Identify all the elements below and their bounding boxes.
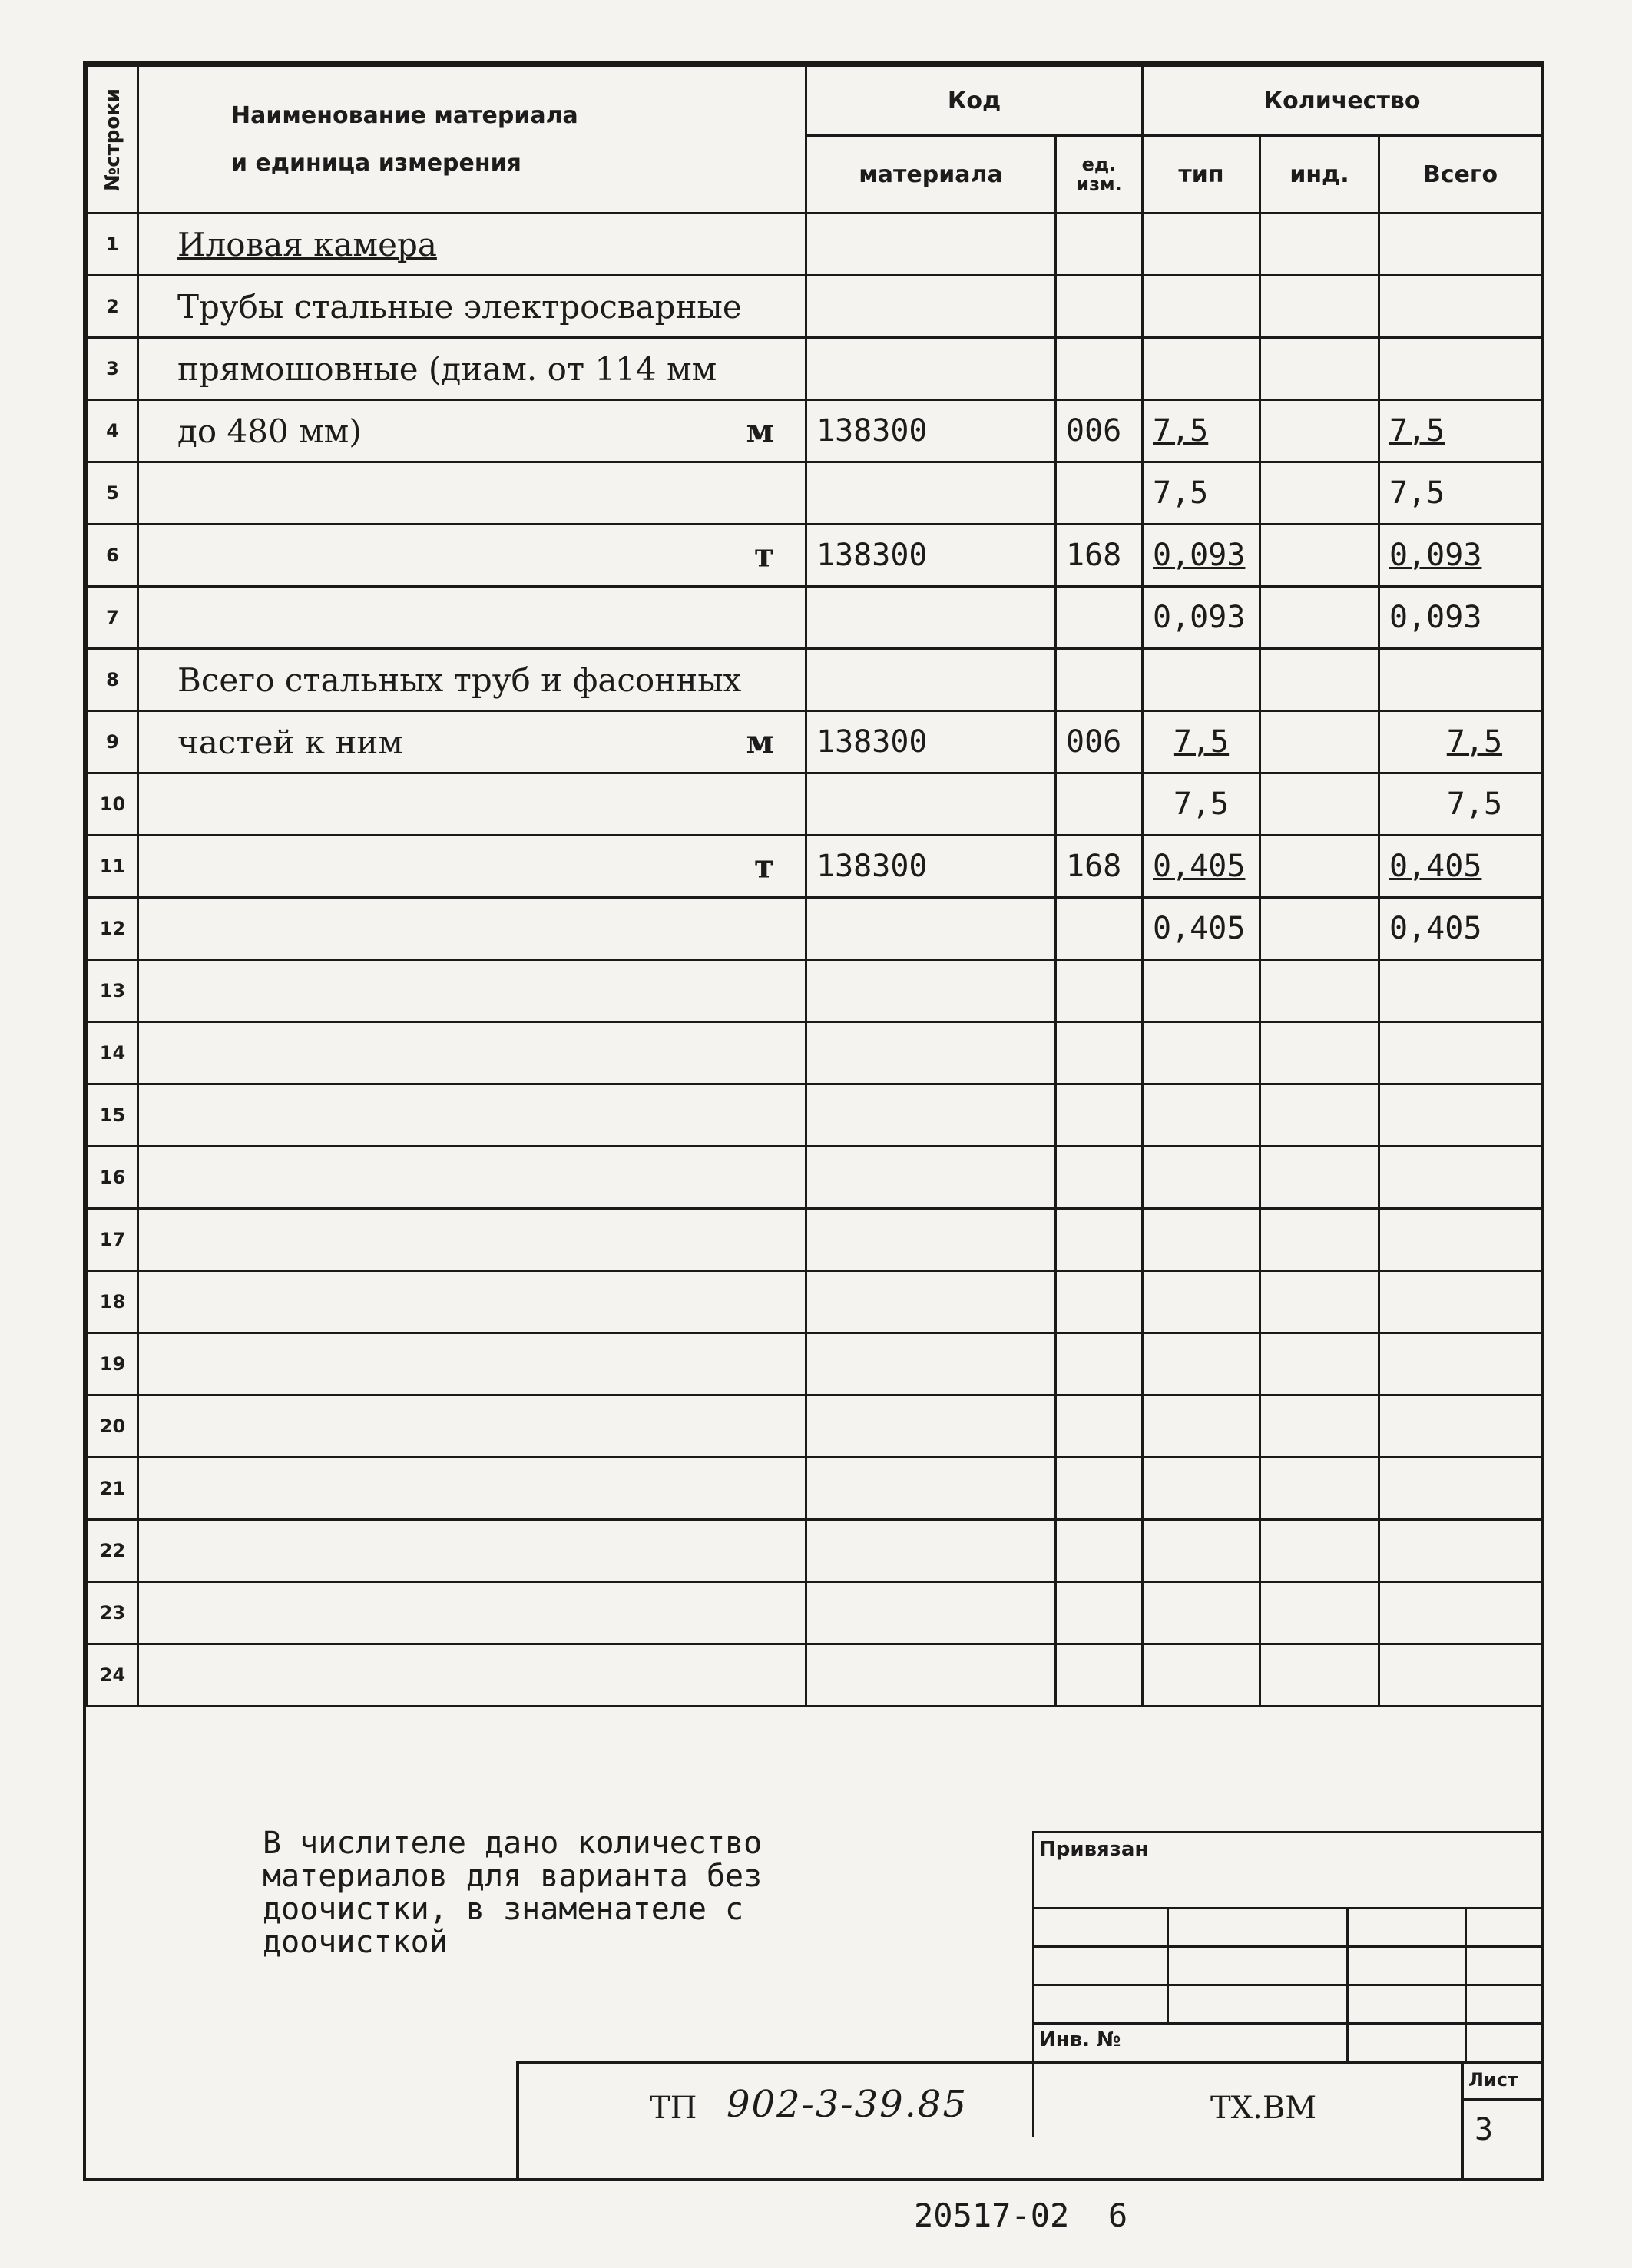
material-code (806, 587, 1056, 649)
row-number-text: 4 (106, 420, 119, 442)
qty-type (1143, 1147, 1260, 1209)
qty-type (1143, 400, 1260, 462)
qty-type (1143, 960, 1260, 1022)
row-number (88, 898, 138, 960)
table-body (88, 214, 1542, 1707)
material-name (138, 276, 806, 338)
qty-type-text: 0,093 (1153, 538, 1246, 573)
row-number (88, 1209, 138, 1271)
table-row (88, 898, 1542, 960)
qty-type (1143, 1271, 1260, 1333)
qty-ind (1260, 1333, 1379, 1396)
table-row (88, 525, 1542, 587)
unit-code-text: 006 (1066, 724, 1122, 760)
material-name (138, 711, 806, 773)
qty-ind (1260, 1520, 1379, 1582)
qty-type-text: 7,5 (1153, 413, 1209, 449)
row-number-text: 20 (99, 1415, 126, 1437)
qty-total-text: 0,093 (1389, 538, 1482, 573)
row-number (88, 276, 138, 338)
sheet-number: 3 (1475, 2112, 1494, 2147)
qty-total (1379, 773, 1542, 836)
qty-total (1379, 525, 1542, 587)
qty-ind (1260, 1022, 1379, 1084)
table-row (88, 587, 1542, 649)
qty-type (1143, 214, 1260, 276)
table-row (88, 276, 1542, 338)
qty-total (1379, 1022, 1542, 1084)
row-number-text: 22 (99, 1540, 126, 1561)
material-code (806, 1582, 1056, 1644)
material-name (138, 836, 806, 898)
qty-ind (1260, 462, 1379, 525)
qty-total-text: 0,405 (1389, 849, 1482, 884)
row-number (88, 1271, 138, 1333)
qty-type-text: 0,405 (1153, 911, 1246, 946)
qty-total (1379, 462, 1542, 525)
qty-total-text: 7,5 (1389, 413, 1445, 449)
table-row (88, 1520, 1542, 1582)
qty-ind (1260, 1396, 1379, 1458)
row-number (88, 711, 138, 773)
material-name (138, 1396, 806, 1458)
table-row (88, 1147, 1542, 1209)
table-row (88, 462, 1542, 525)
material-code (806, 1333, 1056, 1396)
unit-code (1056, 525, 1143, 587)
unit-code (1056, 1084, 1143, 1147)
qty-ind (1260, 1458, 1379, 1520)
qty-total (1379, 338, 1542, 400)
unit-code (1056, 649, 1143, 711)
qty-total (1379, 649, 1542, 711)
row-number (88, 587, 138, 649)
unit-code (1056, 1022, 1143, 1084)
row-number-text: 14 (99, 1042, 126, 1064)
material-code (806, 1209, 1056, 1271)
qty-type (1143, 276, 1260, 338)
qty-type (1143, 1084, 1260, 1147)
material-name-text: прямошовные (диам. от 114 мм (177, 349, 717, 388)
material-name (138, 1209, 806, 1271)
header-code: Код (806, 66, 1143, 136)
archive-number: 20517-02 6 (914, 2197, 1128, 2234)
material-code (806, 773, 1056, 836)
table-row (88, 1333, 1542, 1396)
qty-type (1143, 1333, 1260, 1396)
qty-total (1379, 711, 1542, 773)
qty-total (1379, 1209, 1542, 1271)
qty-ind (1260, 400, 1379, 462)
qty-ind (1260, 898, 1379, 960)
table-row (88, 1084, 1542, 1147)
unit-code (1056, 1147, 1143, 1209)
qty-type (1143, 1022, 1260, 1084)
qty-total-text: 7,5 (1389, 475, 1445, 511)
material-name (138, 649, 806, 711)
material-code-text: 138300 (816, 724, 928, 760)
qty-type (1143, 711, 1260, 773)
row-number (88, 836, 138, 898)
qty-type (1143, 1644, 1260, 1707)
material-name (138, 1582, 806, 1644)
qty-type (1143, 525, 1260, 587)
table-row (88, 773, 1542, 836)
material-name-text: частей к ним (177, 723, 404, 761)
material-name (138, 587, 806, 649)
material-name (138, 1022, 806, 1084)
table-row (88, 960, 1542, 1022)
row-number-text: 11 (99, 856, 126, 877)
qty-type (1143, 649, 1260, 711)
qty-type-text: 7,5 (1173, 724, 1230, 760)
material-code (806, 1458, 1056, 1520)
material-name (138, 400, 806, 462)
row-number (88, 1396, 138, 1458)
row-number-text: 18 (99, 1291, 126, 1313)
unit-code (1056, 898, 1143, 960)
unit-code-text: 168 (1066, 538, 1122, 573)
qty-ind (1260, 338, 1379, 400)
qty-total (1379, 1084, 1542, 1147)
row-number-text: 15 (99, 1104, 126, 1126)
unit-of-measure: т (753, 536, 774, 574)
table-row (88, 1209, 1542, 1271)
row-number-text: 13 (99, 980, 126, 1002)
row-number (88, 1333, 138, 1396)
row-number-text: 10 (99, 793, 126, 815)
row-number-text: 3 (106, 358, 119, 379)
material-code (806, 1147, 1056, 1209)
unit-code (1056, 1644, 1143, 1707)
footnote: В числителе дано количество материалов для варианта без доочистки, в знаменателе с доочисткой (263, 1826, 763, 1960)
qty-type (1143, 1396, 1260, 1458)
unit-code (1056, 338, 1143, 400)
material-name (138, 1333, 806, 1396)
header-qty-total: Всего (1379, 136, 1542, 214)
row-number (88, 773, 138, 836)
unit-code (1056, 587, 1143, 649)
material-code (806, 960, 1056, 1022)
row-number (88, 1147, 138, 1209)
material-name (138, 1644, 806, 1707)
table-row (88, 338, 1542, 400)
material-name (138, 462, 806, 525)
row-number-text: 19 (99, 1353, 126, 1375)
qty-total (1379, 1644, 1542, 1707)
stamp-linked-label: Привязан (1039, 1838, 1149, 1861)
qty-type (1143, 338, 1260, 400)
unit-code-text: 006 (1066, 413, 1122, 449)
unit-code (1056, 960, 1143, 1022)
qty-total (1379, 1396, 1542, 1458)
qty-total (1379, 400, 1542, 462)
header-code-material: материала (806, 136, 1056, 214)
row-number (88, 338, 138, 400)
row-number-text: 23 (99, 1602, 126, 1624)
header-qty-ind: инд. (1260, 136, 1379, 214)
qty-total-text: 7,5 (1446, 724, 1503, 760)
unit-code (1056, 1209, 1143, 1271)
row-number-text: 6 (106, 545, 119, 566)
material-name-text: Всего стальных труб и фасонных (177, 661, 742, 699)
material-name-text: до 480 мм) (177, 412, 362, 450)
row-number-text: 1 (106, 233, 119, 255)
qty-type (1143, 836, 1260, 898)
material-code (806, 1022, 1056, 1084)
row-number (88, 960, 138, 1022)
table-row (88, 1022, 1542, 1084)
material-code (806, 1396, 1056, 1458)
table-row (88, 649, 1542, 711)
row-number (88, 525, 138, 587)
qty-ind (1260, 587, 1379, 649)
unit-code (1056, 773, 1143, 836)
unit-code (1056, 214, 1143, 276)
unit-of-measure: м (746, 723, 774, 761)
document-sheet (83, 61, 1544, 2181)
unit-code-text: 168 (1066, 849, 1122, 884)
qty-type (1143, 462, 1260, 525)
table-row (88, 711, 1542, 773)
qty-total (1379, 1147, 1542, 1209)
header-quantity: Количество (1143, 66, 1542, 136)
qty-ind (1260, 276, 1379, 338)
qty-ind (1260, 525, 1379, 587)
qty-total (1379, 1582, 1542, 1644)
material-code (806, 214, 1056, 276)
row-number-text: 17 (99, 1229, 126, 1250)
material-name (138, 1271, 806, 1333)
qty-total-text: 0,405 (1389, 911, 1482, 946)
header-qty-type: тип (1143, 136, 1260, 214)
qty-ind (1260, 649, 1379, 711)
qty-total (1379, 1333, 1542, 1396)
table-row (88, 1582, 1542, 1644)
title-block (516, 2061, 1541, 2178)
row-number-text: 2 (106, 296, 119, 317)
qty-type (1143, 898, 1260, 960)
table-row (88, 214, 1542, 276)
table-row (88, 1458, 1542, 1520)
unit-of-measure: м (746, 412, 774, 450)
row-number-text: 9 (106, 731, 119, 753)
qty-ind (1260, 773, 1379, 836)
title-prefix: ТП (650, 2091, 697, 2126)
qty-ind (1260, 1582, 1379, 1644)
material-name-text: Иловая камера (177, 225, 437, 263)
row-number (88, 1022, 138, 1084)
header-row-number: №строки (88, 66, 138, 214)
qty-ind (1260, 836, 1379, 898)
material-code (806, 338, 1056, 400)
unit-code (1056, 276, 1143, 338)
material-code (806, 649, 1056, 711)
material-name (138, 1520, 806, 1582)
table-row (88, 1644, 1542, 1707)
unit-code (1056, 1396, 1143, 1458)
unit-code (1056, 1271, 1143, 1333)
row-number (88, 400, 138, 462)
material-code (806, 1271, 1056, 1333)
qty-total (1379, 587, 1542, 649)
material-name (138, 773, 806, 836)
material-name-text: Трубы стальные электросварные (177, 287, 742, 326)
material-code (806, 1520, 1056, 1582)
row-number-text: 5 (106, 482, 119, 504)
material-name (138, 960, 806, 1022)
row-number (88, 649, 138, 711)
unit-code (1056, 711, 1143, 773)
unit-code (1056, 1458, 1143, 1520)
qty-type-text: 0,093 (1153, 600, 1246, 635)
unit-of-measure: т (753, 847, 774, 886)
drawing-code: ТХ.ВМ (1210, 2091, 1317, 2126)
material-code (806, 400, 1056, 462)
unit-code (1056, 1582, 1143, 1644)
qty-ind (1260, 1644, 1379, 1707)
material-code (806, 462, 1056, 525)
materials-table (86, 65, 1543, 1707)
project-number: 902-3-39.85 (727, 2083, 968, 2126)
row-number (88, 1084, 138, 1147)
material-name (138, 338, 806, 400)
material-code (806, 898, 1056, 960)
qty-ind (1260, 711, 1379, 773)
qty-type (1143, 587, 1260, 649)
row-number-text: 7 (106, 607, 119, 628)
stamp-inv-label: Инв. № (1039, 2028, 1121, 2051)
qty-type (1143, 773, 1260, 836)
table-row (88, 1396, 1542, 1458)
table-row (88, 1271, 1542, 1333)
material-code (806, 525, 1056, 587)
qty-total (1379, 1458, 1542, 1520)
qty-total (1379, 960, 1542, 1022)
qty-total (1379, 1520, 1542, 1582)
qty-type-text: 7,5 (1173, 786, 1230, 822)
qty-type (1143, 1582, 1260, 1644)
material-code (806, 1644, 1056, 1707)
qty-ind (1260, 1084, 1379, 1147)
material-name (138, 214, 806, 276)
sheet-box (1461, 2064, 1541, 2178)
unit-code (1056, 1520, 1143, 1582)
material-name (138, 1458, 806, 1520)
row-number (88, 1520, 138, 1582)
qty-ind (1260, 960, 1379, 1022)
qty-type (1143, 1520, 1260, 1582)
material-code (806, 1084, 1056, 1147)
qty-total-text: 7,5 (1446, 786, 1503, 822)
unit-code (1056, 1333, 1143, 1396)
row-number (88, 1582, 138, 1644)
qty-type (1143, 1209, 1260, 1271)
material-name (138, 898, 806, 960)
qty-total (1379, 214, 1542, 276)
qty-ind (1260, 1147, 1379, 1209)
material-code-text: 138300 (816, 413, 928, 449)
row-number-text: 8 (106, 669, 119, 690)
row-number-text: 24 (99, 1664, 126, 1686)
header-code-unit: ед. изм. (1056, 136, 1143, 214)
qty-type (1143, 1458, 1260, 1520)
material-code-text: 138300 (816, 538, 928, 573)
qty-total (1379, 836, 1542, 898)
qty-ind (1260, 1271, 1379, 1333)
qty-total-text: 0,093 (1389, 600, 1482, 635)
table-row (88, 836, 1542, 898)
row-number (88, 462, 138, 525)
row-number-text: 16 (99, 1167, 126, 1188)
material-name (138, 1147, 806, 1209)
unit-code (1056, 836, 1143, 898)
qty-total (1379, 1271, 1542, 1333)
header-material-name: Наименование материала и единица измерения (138, 66, 806, 214)
row-number (88, 1644, 138, 1707)
qty-total (1379, 276, 1542, 338)
row-number (88, 1458, 138, 1520)
material-code (806, 836, 1056, 898)
material-code (806, 711, 1056, 773)
row-number-text: 21 (99, 1478, 126, 1499)
qty-ind (1260, 1209, 1379, 1271)
unit-code (1056, 462, 1143, 525)
material-code-text: 138300 (816, 849, 928, 884)
sheet-label: Лист (1468, 2069, 1518, 2091)
qty-total (1379, 898, 1542, 960)
material-code (806, 276, 1056, 338)
row-number-text: 12 (99, 918, 126, 939)
qty-type-text: 7,5 (1153, 475, 1209, 511)
unit-code (1056, 400, 1143, 462)
material-name (138, 1084, 806, 1147)
row-number (88, 214, 138, 276)
qty-type-text: 0,405 (1153, 849, 1246, 884)
qty-ind (1260, 214, 1379, 276)
material-name (138, 525, 806, 587)
table-row (88, 400, 1542, 462)
